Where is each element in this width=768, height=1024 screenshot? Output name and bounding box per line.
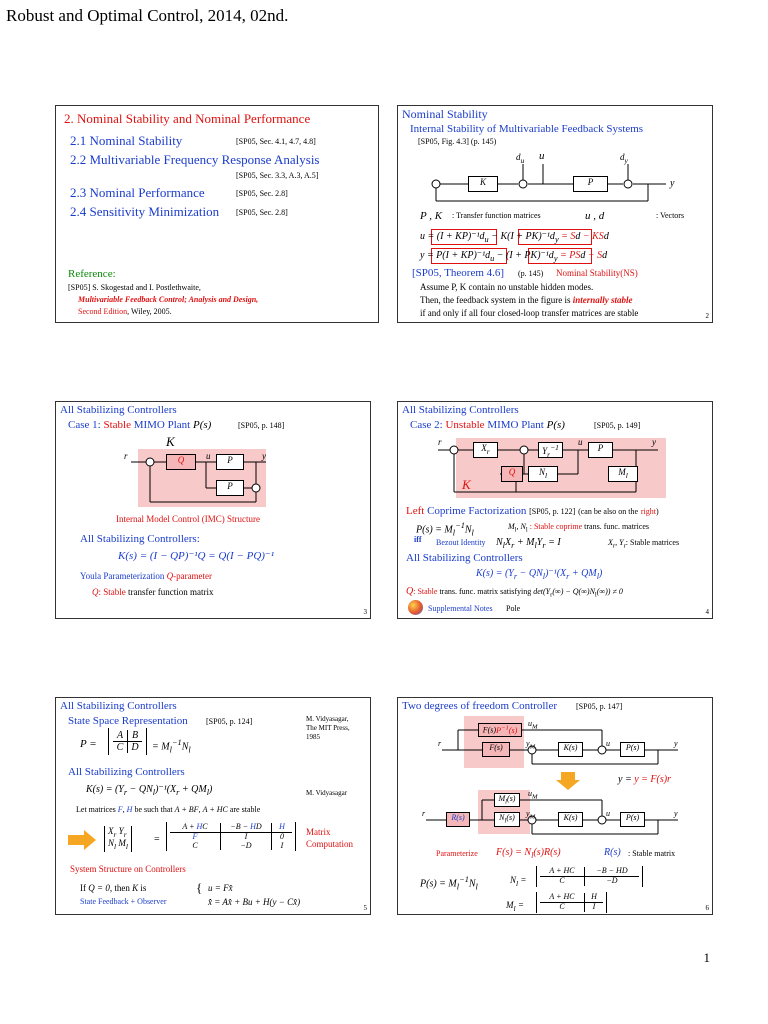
q-condition: Q: Stable trans. func. matrix satisfying $\det(Y_r(\infty) - Q(\infty)N_l(\infty)) \ne 0$ <box>406 586 623 599</box>
f-equation: $F(s) = N_l(s)R(s)$ <box>496 847 561 860</box>
bez-x: X <box>505 537 512 548</box>
p-block-4: P <box>588 442 613 458</box>
r-label-bottom: r <box>422 809 426 818</box>
unstable-word: Unstable <box>445 419 485 431</box>
ml-block: $M_l$ <box>608 466 638 482</box>
reference-edition-line <box>78 308 172 317</box>
slide-6 <box>397 697 713 915</box>
youla-label: Youla Parameterization <box>80 571 165 581</box>
lcf-right: right <box>640 507 656 516</box>
k-label-4: K <box>462 477 471 492</box>
nl-block: $N_l$ <box>528 466 558 482</box>
p-eq-left: P = <box>80 738 97 750</box>
k-equation-5: $K(s) = (Y_r - QN_l)^{-1}(X_r + QM_l)$ <box>86 784 213 797</box>
ym-label-bottom: $y_M$ <box>526 809 536 821</box>
q-symbol: Q <box>166 571 174 581</box>
ps-block-top: P(s) <box>620 742 645 757</box>
slide-4-ref: [SP05, p. 149] <box>594 421 641 430</box>
let-ahc: A + HC <box>202 805 228 814</box>
bezout-equation: $N_lX_r + M_lY_r = I$ <box>496 537 561 550</box>
u-label-3: u <box>206 451 211 461</box>
then-word: , then <box>109 883 130 893</box>
document-header: Robust and Optimal Control, 2014, 02nd. <box>6 6 289 25</box>
slide-2-title: Nominal Stability <box>402 107 488 121</box>
q-sym: Q <box>92 587 99 597</box>
k5-b: − QN <box>127 784 153 795</box>
plant-word-4: MIMO Plant <box>487 419 544 431</box>
if-q-zero-line <box>80 884 146 894</box>
let-comma2: , <box>198 805 201 814</box>
k4-b: − QN <box>517 568 543 579</box>
f-eq-a: F(s) = N <box>496 847 532 858</box>
imc-caption: Internal Model Control (IMC) Structure <box>116 514 260 524</box>
cm-row-2: F I 0 <box>170 832 292 842</box>
bezout-label: Bezout Identity <box>436 538 486 547</box>
q4-stable: : Stable <box>413 587 438 596</box>
nominal-stability-label: Nominal Stability(NS) <box>556 268 638 278</box>
p-block-2: P <box>216 480 244 496</box>
slide-3-number: 3 <box>363 608 367 616</box>
slide-3-ref: [SP05, p. 148] <box>238 421 285 430</box>
toc-ref-4: [SP05, Sec. 2.8] <box>236 208 288 217</box>
lcf-title: Coprime Factorization <box>427 505 527 517</box>
matrix-label: Matrix <box>306 827 331 837</box>
supplemental-notes-link[interactable]: Supplemental Notes <box>428 604 493 613</box>
ks-block-top: K(s) <box>558 742 583 757</box>
y-label: y <box>670 178 675 189</box>
q-stable-line <box>92 588 213 598</box>
slide-5-ref: [SP05, p. 124] <box>206 717 253 726</box>
k-equation: K(s) = (I − QP)⁻¹Q = Q(I − PQ)⁻¹ <box>118 550 275 562</box>
ss-matrix <box>108 728 147 755</box>
stable-coprime: : Stable coprime <box>529 522 583 531</box>
theorem-page: (p. 145) <box>518 269 544 278</box>
equation-y-sub2: y <box>553 254 558 263</box>
q4-desc: trans. func. matrix satisfying <box>439 587 532 596</box>
slide-2-ref: [SP05, Fig. 4.3] (p. 145) <box>418 137 497 146</box>
equation-u-part6: d <box>603 231 609 242</box>
asc-label: All Stabilizing Controllers: <box>80 533 200 545</box>
let-b: be such that <box>134 805 173 814</box>
ml-block-6: $M_l(s)$ <box>494 793 520 807</box>
toc-item-4: 2.4 Sensitivity Minimization <box>70 204 220 219</box>
slide-4-number: 4 <box>705 608 709 616</box>
lcf-ref: [SP05, p. 122] <box>529 507 576 516</box>
ss-row-1: A B <box>113 730 142 741</box>
slide-4 <box>397 401 713 619</box>
case2-label: Case 2: <box>410 419 443 431</box>
p-block-1: P <box>216 454 244 470</box>
rs-block: R(s) <box>446 812 470 827</box>
q-stable: : Stable <box>98 587 126 597</box>
k5-a: K(s) = (Y <box>86 784 124 795</box>
rs-desc: : Stable matrix <box>628 849 676 858</box>
pk-label: P , K <box>420 210 443 222</box>
vectors-label: : Vectors <box>656 211 685 220</box>
y-equation: y = F(s)r <box>634 774 671 785</box>
let-line <box>76 806 260 815</box>
toc-ref-2: [SP05, Sec. 3.3, A.3, A.5] <box>236 171 319 180</box>
k-equation-4: $K(s) = (Y_r - QN_l)^{-1}(X_r + QM_l)$ <box>476 568 603 581</box>
xy-desc: $X_r$, $Y_r$: Stable matrices <box>608 538 680 550</box>
equation-u <box>420 231 609 244</box>
ss-row-2: C D <box>113 741 142 753</box>
slide-1-title: 2. Nominal Stability and Nominal Performance <box>64 111 311 126</box>
y-label-bottom: y <box>674 809 678 818</box>
slide-5 <box>55 697 371 915</box>
rs-symbol: R(s) <box>604 847 621 858</box>
controller-k-block: K <box>468 176 498 192</box>
let-f: F <box>117 805 123 814</box>
slide-6-title: Two degrees of freedom Controller <box>402 700 558 712</box>
xr-block: $X_r$ <box>473 442 498 458</box>
reference-publisher: , Wiley, 2005. <box>127 307 172 316</box>
youla-line <box>80 572 212 582</box>
equation-u-part5: − KS <box>580 231 604 242</box>
slide-2-subtitle: Internal Stability of Multivariable Feedback Systems <box>410 123 644 135</box>
ml-matrix <box>536 892 607 913</box>
dy-label: $d_y$ <box>620 152 628 165</box>
imc-block-diagram <box>56 402 371 522</box>
mn-sym2: , N <box>516 522 526 531</box>
r-label-top: r <box>438 739 442 748</box>
y-label-4: y <box>652 437 656 447</box>
case1-label: Case 1: <box>68 419 101 431</box>
equation-u-sub: u <box>484 235 489 244</box>
slide-4-title: All Stabilizing Controllers <box>402 404 519 416</box>
xy-row-2: $N_l$ $M_l$ <box>108 838 128 851</box>
k4-c: )⁻¹(X <box>545 568 567 579</box>
k-label: K <box>166 434 175 449</box>
let-c: are stable <box>229 805 261 814</box>
toc-item-1: 2.1 Nominal Stability <box>70 133 183 148</box>
ml-row-2: C I <box>540 902 603 912</box>
bez-m: + M <box>514 537 535 548</box>
q-zero: Q = 0 <box>88 883 110 893</box>
if-word: If <box>80 883 86 893</box>
assume-line: Assume P, K contain no unstable hidden modes. <box>420 282 594 292</box>
k-sym: K <box>132 883 139 893</box>
xy-row-1: $X_r$ $Y_r$ <box>108 826 127 839</box>
brace: { <box>196 880 203 895</box>
equation-y <box>420 250 607 263</box>
xy-x: X <box>608 538 613 547</box>
q-block: Q <box>166 454 196 470</box>
tf-matrices-label: : Transfer function matrices <box>452 211 541 220</box>
slide-2-number: 2 <box>705 312 709 320</box>
slide-2 <box>397 105 713 323</box>
let-abf: A + BF <box>174 805 199 814</box>
asc-label-4: All Stabilizing Controllers <box>406 552 523 564</box>
q4-det3: (∞)) ≠ 0 <box>596 587 623 596</box>
computation-label: Computation <box>306 839 353 849</box>
plant-ps: P(s) <box>192 419 212 431</box>
ks-block-bottom: K(s) <box>558 812 583 827</box>
let-h: H <box>126 805 133 814</box>
pole-link[interactable]: Pole <box>506 604 521 613</box>
u-label: u <box>539 150 545 162</box>
u-label-top: u <box>606 739 610 748</box>
y-label-3: y <box>262 451 266 461</box>
sfo-label: State Feedback + Observer <box>80 897 167 906</box>
k5-d: + QM <box>179 784 207 795</box>
arrow-icon <box>68 830 98 850</box>
reference-book: Multivariable Feedback Control; Analysis and Design, <box>78 295 259 304</box>
mn-sym: M <box>508 522 515 531</box>
bez-n: N <box>496 537 503 548</box>
nl-eq-label: $N_l$ = <box>510 875 527 888</box>
r-label-4: r <box>438 437 442 447</box>
q4-det: det(Y <box>533 587 551 596</box>
system-structure-label: System Structure on Controllers <box>70 864 186 874</box>
f-eq-b: (s)R(s) <box>533 847 561 858</box>
slide-1 <box>55 105 379 323</box>
ym-label-top: $y_M$ <box>526 739 536 751</box>
plant-ps-4: P(s) <box>546 419 565 431</box>
equation-u-part4: d <box>575 231 581 242</box>
let-comma: , <box>122 805 125 814</box>
ml-row-1: A + HC H <box>540 893 603 902</box>
is-word: is <box>140 883 147 893</box>
fp-inverse-block: $F(s)P^{-1}(s)$ <box>478 723 522 737</box>
fs-block-top: F(s) <box>482 742 510 757</box>
bez-i: = I <box>545 537 561 548</box>
q-block-4: Q <box>501 466 523 482</box>
tf-matrices: trans. func. matrices <box>584 522 650 531</box>
page-number: 1 <box>703 950 710 965</box>
theorem-ref: [SP05, Theorem 4.6] <box>412 267 505 279</box>
asc-label-5: All Stabilizing Controllers <box>68 766 185 778</box>
reference-title: Reference: <box>68 268 116 280</box>
slide-5-number: 5 <box>363 904 367 912</box>
cm-row-3: C −D I <box>170 842 292 851</box>
stable-word: Stable <box>103 419 131 431</box>
vidyasagar-4: M. Vidyasagar <box>306 789 348 797</box>
k4-a: K(s) = (Y <box>476 568 514 579</box>
ps-block-bottom: P(s) <box>620 812 645 827</box>
slide-3 <box>55 401 371 619</box>
iff-label: iff <box>414 535 422 544</box>
toc-item-2: 2.2 Multivariable Frequency Response Analysis <box>70 152 320 167</box>
equation-u-sub2: y <box>554 235 559 244</box>
u-fx-equation: u = Fx̂ <box>208 883 233 893</box>
equation-y-part4: d <box>580 250 586 261</box>
computation-matrix <box>166 822 296 851</box>
toc-item-3: 2.3 Nominal Performance <box>70 185 205 200</box>
lcf-left: Left <box>406 505 425 517</box>
coprime-n: N <box>464 524 472 536</box>
equation-u-part2: − K(I + PK)⁻¹d <box>488 231 555 242</box>
coprime-p: P(s) = M <box>416 524 453 536</box>
coprime-equation: $P(s) = M_l^{-1}N_l$ <box>416 521 474 538</box>
parameterize-label: Parameterize <box>436 849 478 858</box>
du-label: $d_u$ <box>516 152 525 165</box>
let-a: Let matrices <box>76 805 116 814</box>
q-parameter: -parameter <box>173 571 213 581</box>
k5-c: )⁻¹(X <box>155 784 177 795</box>
y-label-top: y <box>674 739 678 748</box>
xy-y: , Y <box>615 538 624 547</box>
xy-matrix <box>104 826 132 852</box>
lcf-close: ) <box>655 507 659 516</box>
y-eq-y: y = <box>618 774 635 785</box>
p-eq-right: = $M_l^{-1}N_l$ <box>152 738 191 755</box>
equation-u-part3: = S <box>558 231 576 242</box>
um-label-bottom: $u_M$ <box>528 789 538 801</box>
coprime-desc: $M_l$, $N_l$ : Stable coprime trans. func. matrices <box>508 522 650 534</box>
toc-ref-1: [SP05, Sec. 4.1, 4.7, 4.8] <box>236 137 316 146</box>
k5-e: ) <box>209 784 213 795</box>
yr-inverse-block: $Y_r^{-1}$ <box>538 442 563 458</box>
equation-y-part3: = PS <box>557 250 581 261</box>
slide-5-title: All Stabilizing Controllers <box>60 700 177 712</box>
um-label-top: $u_M$ <box>528 719 538 731</box>
plant-p-block: P <box>573 176 608 192</box>
q4-det2: (∞) − Q(∞)N <box>552 587 595 596</box>
nl-row-1: A + HC −B − HD <box>540 867 639 876</box>
r-label: r <box>124 451 128 461</box>
vidyasagar-3: 1985 <box>306 733 320 741</box>
nl-block-6: $N_l(s)$ <box>494 812 520 827</box>
nl-row-2: C −D <box>540 876 639 886</box>
feedback-block-diagram <box>398 106 713 206</box>
observer-equation: x̂̇ = Ax̂ + Bu + H(y − Cx̂) <box>208 897 301 907</box>
ml-eq-label: $M_l$ = <box>506 900 524 913</box>
equation-y-sub: u <box>490 254 495 263</box>
k4-e: ) <box>599 568 603 579</box>
slide-6-ref: [SP05, p. 147] <box>576 702 623 711</box>
k4-d: + QM <box>569 568 597 579</box>
equation-y-part1: y = P(I + KP)⁻¹d <box>420 250 491 261</box>
iff-line: if and only if all four closed-loop transfer matrices are stable <box>420 308 639 318</box>
vectors-symbols: u , d <box>585 210 605 222</box>
then-line <box>420 296 632 306</box>
u-label-4: u <box>578 437 583 447</box>
p-coprime-eq: $P(s) = M_l^{-1}N_l$ <box>420 875 478 892</box>
plant-word: MIMO Plant <box>133 419 191 431</box>
internally-stable: internally stable <box>572 295 633 305</box>
equation-y-part6: d <box>602 250 608 261</box>
lcf-note: (can be also on the <box>578 507 639 516</box>
ssr-label: State Space Representation <box>68 715 188 727</box>
equation-u-part1: u = (I + KP)⁻¹d <box>420 231 485 242</box>
bez-y: Y <box>536 537 543 548</box>
xy-stable: : Stable matrices <box>625 538 680 547</box>
slide-6-number: 6 <box>705 904 709 912</box>
u-label-bottom: u <box>606 809 610 818</box>
then-text: Then, the feedback system in the figure is <box>420 295 573 305</box>
cm-row-1: A + HC −B − HD H <box>170 823 292 832</box>
vidyasagar-1: M. Vidyasagar, <box>306 715 349 723</box>
nl-matrix <box>536 866 643 887</box>
equals-sign: = <box>154 834 160 845</box>
q-tf: transfer function matrix <box>128 587 214 597</box>
reference-edition: Second Edition <box>78 307 128 316</box>
lcf-line <box>406 505 659 517</box>
equation-y-part2: − (I + PK)⁻¹d <box>494 250 554 261</box>
reference-line: [SP05] S. Skogestad and I. Postlethwaite, <box>68 283 201 292</box>
slide-3-title: All Stabilizing Controllers <box>60 404 177 416</box>
vidyasagar-2: The MIT Press, <box>306 724 350 732</box>
equation-y-part5: − S <box>585 250 603 261</box>
q4-sym: Q <box>406 586 414 597</box>
supplemental-notes-icon[interactable] <box>408 600 423 615</box>
toc-ref-3: [SP05, Sec. 2.8] <box>236 189 288 198</box>
